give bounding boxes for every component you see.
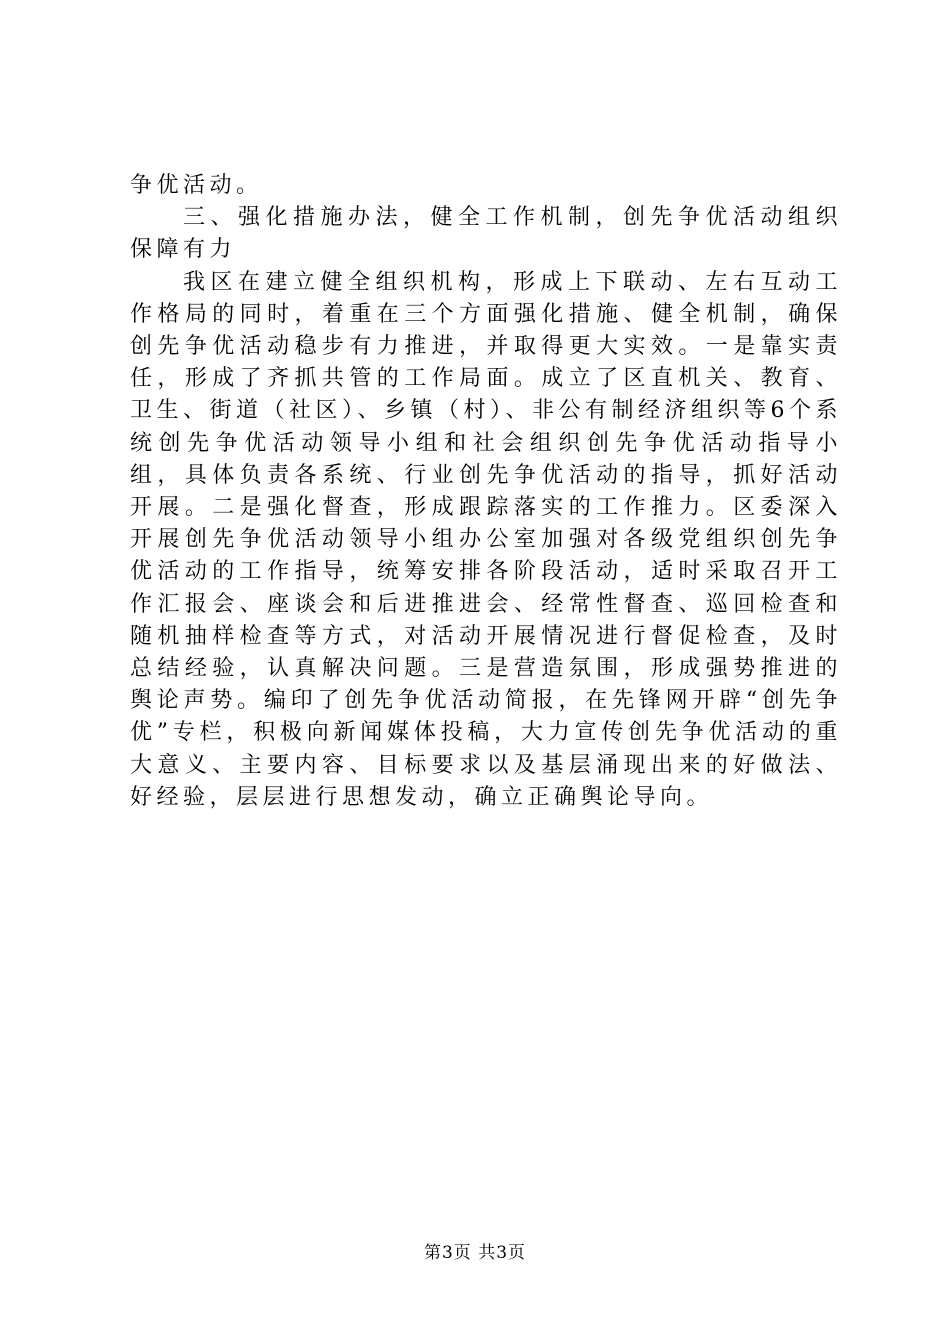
- paragraph-body: 我区在建立健全组织机构，形成上下联动、左右互动工作格局的同时，着重在三个方面强化措施、健全机制，确保创先争优活动稳步有力推进，并取得更大实效。一是靠实责任，形成了齐抓共管的工作局面。成立了区直机关、教育、卫生、街道（社区）、乡镇（村）、非公有制经济组织等6个系统创先争优活动领导小组和社会组织创先争优活动指导小组，具体负责各系统、行业创先争优活动的指导，抓好活动开展。二是强化督查，形成跟踪落实的工作推力。区委深入开展创先争优活动领导小组办公室加强对各级党组织创先争优活动的工作指导，统筹安排各阶段活动，适时采取召开工作汇报会、座谈会和后进推进会、经常性督查、巡回检查和随机抽样检查等方式，对活动开展情况进行督促检查，及时总结经验，认真解决问题。三是营造氛围，形成强势推进的舆论声势。编印了创先争优活动简报，在先锋网开辟“创先争优”专栏，积极向新闻媒体投稿，大力宣传创先争优活动的重大意义、主要内容、目标要求以及基层涌现出来的好做法、好经验，层层进行思想发动，确立正确舆论导向。: [130, 269, 842, 810]
- document-body: [130, 170, 842, 814]
- section-heading: 三、强化措施办法，健全工作机制，创先争优活动组织保障有力: [130, 205, 842, 263]
- paragraph-continuation: 争优活动。: [130, 173, 263, 198]
- page-footer: 第3页 共3页: [423, 1243, 527, 1263]
